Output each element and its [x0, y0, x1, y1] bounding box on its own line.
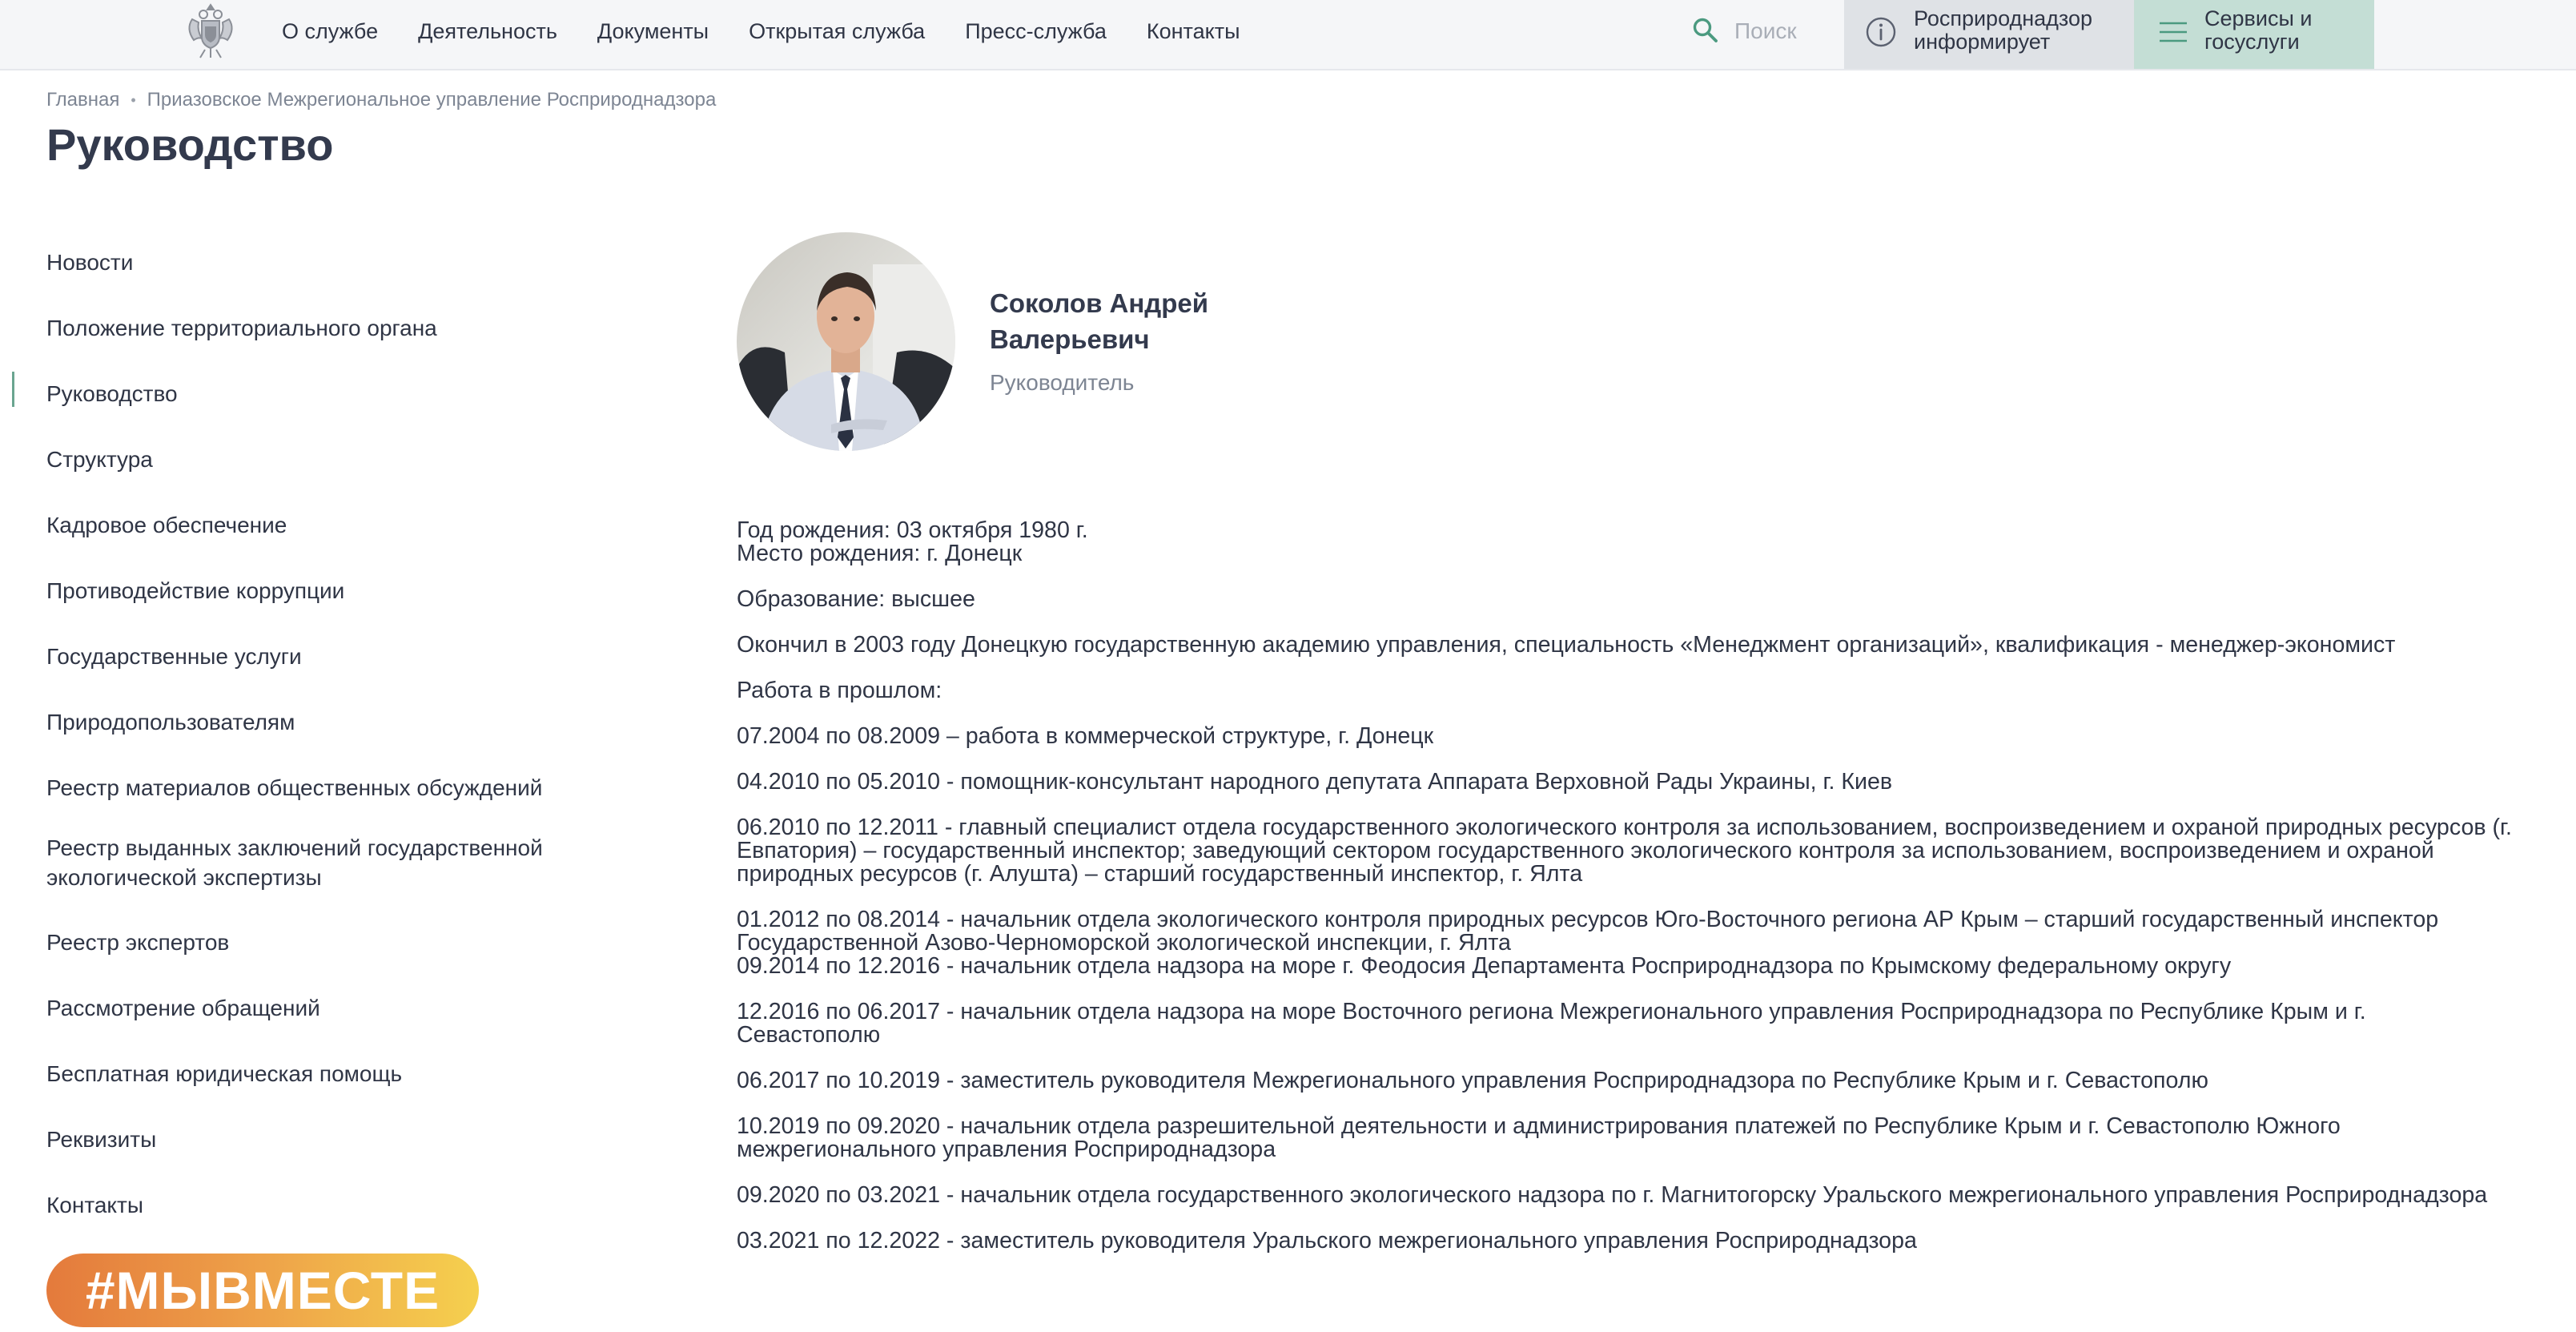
sidebar-item-staffing[interactable]: Кадровое обеспечение: [46, 513, 287, 537]
main-nav: [282, 0, 1280, 62]
breadcrumb-current-link[interactable]: Приазовское Межрегиональное управление Росприроднадзора: [147, 89, 717, 111]
avatar: [737, 232, 955, 451]
sidebar-item-experts-registry[interactable]: Реестр экспертов: [46, 930, 230, 955]
sidebar-item-anticorruption[interactable]: Противодействие коррупции: [46, 578, 345, 603]
bio-birth-date: Год рождения: 03 октября 1980 г.: [737, 517, 1088, 543]
sidebar-item-public-services[interactable]: Государственные услуги: [46, 644, 302, 669]
sidebar-item-requisites[interactable]: Реквизиты: [46, 1127, 157, 1152]
bio-career-entry: 06.2017 по 10.2019 - заместитель руководителя Межрегионального управления Росприроднадзора по Республике Крым и г. Севастополю: [737, 1068, 2208, 1093]
nav-item-open-service[interactable]: Открытая служба: [749, 18, 926, 43]
services-label: Сервисы и госуслуги: [2204, 6, 2313, 54]
nav-item-press[interactable]: Пресс-служба: [965, 18, 1107, 43]
bio-career-entry: 01.2012 по 08.2014 - начальник отдела экологического контроля природных ресурсов Юго-Восточного региона АР Крым – старший государственный инспектор Государственной Азово-Черноморской экологической инспекции, г. Ялта: [737, 907, 2439, 956]
bio-career-entry: 12.2016 по 06.2017 - начальник отдела надзора на море Восточного региона Межрегионального управления Росприроднадзора по Республике Крым и г. Севастополю: [737, 999, 2366, 1048]
services-menu-button[interactable]: [2134, 0, 2374, 69]
breadcrumb-separator: •: [131, 91, 136, 108]
menu-icon: [2158, 19, 2188, 45]
breadcrumb-home-link[interactable]: Главная: [46, 89, 120, 111]
nav-item-activity[interactable]: Деятельность: [418, 18, 557, 43]
bio-career-entry: 04.2010 по 05.2010 - помощник-консультант народного депутата Аппарата Верховной Рады Украины, г. Киев: [737, 769, 1893, 795]
bio-graduation: Окончил в 2003 году Донецкую государственную академию управления, специальность «Менеджмент организаций», квалификация - менеджер-экономист: [737, 632, 2396, 658]
promo-banner[interactable]: #МЫВМЕСТЕ: [46, 1254, 479, 1327]
biography: [737, 519, 2514, 1253]
bio-career-entry: 06.2010 по 12.2011 - главный специалист отдела государственного экологического контроля за использованием, воспроизведением и охраной природных ресурсов (г. Евпатория) – государственный инспектор; заведующий сектором государственного экологического контроля за использованием, воспроизведением и охраной природных ресурсов (г. Алушта) – старший государственный инспектор, г. Ялта: [737, 815, 2512, 887]
breadcrumb: [46, 89, 716, 111]
sidebar-item-appeals[interactable]: Рассмотрение обращений: [46, 996, 320, 1020]
page-title: Руководство: [46, 119, 334, 170]
nav-item-about[interactable]: О службе: [282, 18, 379, 43]
bio-career-entry: 07.2004 по 08.2009 – работа в коммерческой структуре, г. Донецк: [737, 723, 1434, 749]
sidebar-item-expertise-conclusions[interactable]: Реестр выданных заключений государственной экологической экспертизы: [46, 835, 543, 890]
sidebar-item-leadership[interactable]: Руководство: [46, 381, 178, 406]
informs-button[interactable]: [1844, 0, 2134, 69]
bio-past-work-heading: Работа в прошлом:: [737, 678, 942, 703]
search-input[interactable]: [1734, 16, 1831, 46]
sidebar-item-nature-users[interactable]: Природопользователям: [46, 710, 295, 734]
bio-education: Образование: высшее: [737, 586, 975, 612]
bio-birth-place: Место рождения: г. Донецк: [737, 541, 1023, 566]
top-header: [0, 0, 2576, 70]
sidebar-item-contacts[interactable]: Контакты: [46, 1193, 143, 1217]
person-name: Соколов Андрей Валерьевич: [990, 288, 1209, 354]
bio-career-entry: 09.2014 по 12.2016 - начальник отдела надзора на море г. Феодосия Департамента Росприроднадзора по Крымскому федеральному округу: [737, 953, 2232, 979]
person-photo: [737, 232, 955, 451]
search-icon[interactable]: [1691, 16, 1720, 45]
sidebar-item-regulation[interactable]: Положение территориального органа: [46, 316, 437, 340]
sidebar-item-structure[interactable]: Структура: [46, 447, 153, 472]
sidebar-item-legal-aid[interactable]: Бесплатная юридическая помощь: [46, 1061, 403, 1086]
bio-career-entry: 10.2019 по 09.2020 - начальник отдела разрешительной деятельности и администрирования платежей по Республике Крым и г. Севастополю Южного межрегионального управления Росприроднадзора: [737, 1113, 2341, 1162]
sidebar-item-public-discussions[interactable]: Реестр материалов общественных обсуждений: [46, 775, 543, 800]
nav-item-contacts[interactable]: Контакты: [1146, 18, 1240, 43]
nav-item-documents[interactable]: Документы: [597, 18, 709, 43]
bio-career-entry: 03.2021 по 12.2022 - заместитель руководителя Уральского межрегионального управления Росприроднадзора: [737, 1228, 1917, 1254]
person-role: Руководитель: [990, 370, 1135, 395]
coat-of-arms-logo[interactable]: [181, 0, 240, 61]
info-icon: [1865, 16, 1897, 48]
sidebar-active-indicator: [12, 372, 14, 407]
sidebar-item-news[interactable]: Новости: [46, 250, 134, 275]
informs-label: Росприроднадзор информирует: [1914, 6, 2093, 54]
bio-career-entry: 09.2020 по 03.2021 - начальник отдела государственного экологического надзора по г. Магнитогорску Уральского межрегионального управления Росприроднадзора: [737, 1182, 2488, 1208]
